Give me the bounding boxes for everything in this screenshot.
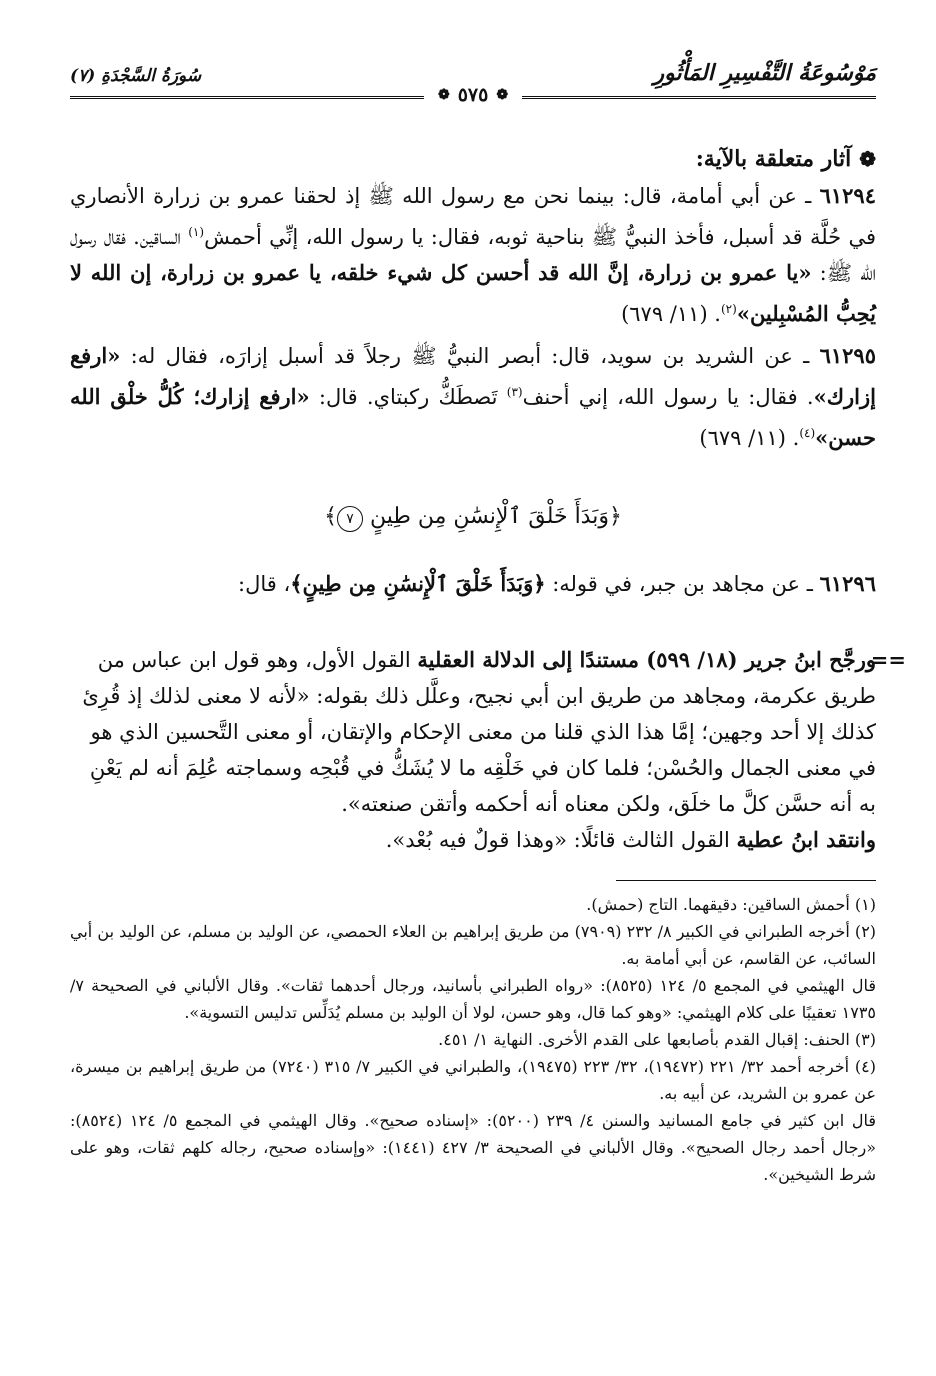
book-title: مَوْسُوعَةُ التَّفْسِيرِ المَأْثُورِ xyxy=(653,60,876,86)
ornament-icon: ❁ xyxy=(437,87,450,103)
page-number-box xyxy=(424,84,522,106)
footnotes xyxy=(70,891,876,1188)
hadith-quote: «ارفع إزارك» xyxy=(70,343,876,409)
hadith-text: ـ عن الشريد بن سويد، قال: أبصر النبيُّ ﷺ رجلاً قد أسبل إزارَه، فقال له: xyxy=(130,344,810,368)
surah-title: سُورَةُ السَّجْدَةِ (٧) xyxy=(70,66,202,86)
footnote-divider xyxy=(616,880,876,881)
section-title xyxy=(70,146,876,172)
hadith-61294 xyxy=(70,178,876,332)
verse-text: وَبَدَأَ خَلْقَ ٱلْإِنسَٰنِ مِن طِينٍ xyxy=(370,504,609,529)
volume-reference: . (١١/ ٦٧٩) xyxy=(621,302,721,326)
footnote-marker: (٤) xyxy=(799,426,816,440)
footnote: (٢) أخرجه الطبراني في الكبير ٨/ ٢٣٢ (٧٩٠٩) من طريق إبراهيم بن العلاء الحمصي، عن الوليد بن مسلم، عن الوليد بن أبي السائب، عن القاسم، عن أبي أمامة به. xyxy=(70,922,877,968)
hadith-61295 xyxy=(70,338,876,456)
commentary-text: القول الأول، وهو قول ابن عباس من طريق عكرمة، ومجاهد من طريق ابن أبي نجيح، وعلَّل ذلك بقوله: «لأنه لا معنى لذلك إذ قُرِئ كذلك إلا أحد وجهين؛ إمَّا هذا الذي قلنا من معنى الإحكام والإتقان، أو معنى التَّحسين الذي هو في معنى الجمال والحُسْن؛ فلما كان في خَلْقِه ما لا يُشَكُّ في قُبْحِه وسماجته عُلِمَ أنه لم يَعْنِ به أنه حسَّن كلَّ ما خلَق، ولكن معناه أنه أحكمه وأتقن صنعته». xyxy=(82,648,876,816)
footnote: قال الهيثمي في المجمع ٥/ ١٢٤ (٨٥٢٥): «رواه الطبراني بأسانيد، ورجال أحدهما ثقات». وقال الألباني في الصحيحة ٧/ ١٧٣٥ تعقيبًا على كلام الهيثمي: «وهو كما قال، وهو حسن، لولا أن الوليد بن مسلم يُدَلِّس تدليس التسوية». xyxy=(70,976,877,1022)
hadith-text: ـ عن أبي أمامة، قال: بينما نحن مع رسول الله ﷺ إذ لحقنا عمرو بن زرارة الأنصاري في حُلَّة قد أسبل، فأخذ النبيُّ ﷺ بناحية ثوبه، فقال: يا رسول الله، إنِّي أحمش xyxy=(70,184,876,249)
commentary-bold: وانتقد ابنُ عطية xyxy=(736,827,876,852)
hadith-quote: «يا عمرو بن زرارة، إنَّ الله قد أحسن كل شيء خلقه، يا عمرو بن زرارة، إن الله لا يُحِبُّ المُسْبِلين» xyxy=(70,260,876,326)
hadith-number: ٦١٢٩٥ xyxy=(819,343,876,368)
footnote: (١) أحمش الساقين: دقيقهما. التاج (حمش). xyxy=(586,895,876,914)
flower-icon: ❁ xyxy=(859,147,876,171)
hadith-text: . فقال: يا رسول الله، إني أحنف xyxy=(522,385,814,409)
commentary-text: القول الثالث قائلًا: «وهذا قولٌ فيه بُعْد». xyxy=(385,828,730,852)
verse-number-icon: ٧ xyxy=(337,506,363,532)
ornament-icon: ❁ xyxy=(496,87,509,103)
footnote: قال ابن كثير في جامع المسانيد والسنن ٤/ ٢٣٩ (٥٢٠٠): «إسناده صحيح». وقال الهيثمي في المجمع ٥/ ١٢٤ (٨٥٢٤): «رجال أحمد رجال الصحيح». وقال الألباني في الصحيحة ٣/ ٤٢٧ (١٤٤١): «وإسناده صحيح، رجاله كلهم ثقات، وهو على شرط الشيخين». xyxy=(70,1111,877,1184)
page-header xyxy=(70,60,876,108)
quoted-verse: ﴿وَبَدَأَ خَلْقَ ٱلْإِنسَٰنِ مِن طِينٍ﴾ xyxy=(290,571,546,596)
commentary-bold: ورجَّح ابنُ جرير (١٨/ ٥٩٩) مستندًا إلى الدلالة العقلية xyxy=(417,647,876,672)
footnote-marker: (٢) xyxy=(720,302,737,316)
page-number: ٥٧٥ xyxy=(457,84,489,106)
hadith-number: ٦١٢٩٦ xyxy=(819,571,876,596)
continuation-marker: == xyxy=(870,647,906,672)
page xyxy=(70,60,906,1188)
hadith-text: ـ عن مجاهد بن جبر، في قوله: xyxy=(552,572,813,596)
footnote: (٤) أخرجه أحمد ٣٢/ ٢٢١ (١٩٤٧٢)، ٣٢/ ٢٢٣ (١٩٤٧٥)، والطبراني في الكبير ٧/ ٣١٥ (٧٢٤٠) من طريق إبراهيم بن ميسرة، عن عمرو بن الشريد، عن أبيه به. xyxy=(70,1057,877,1103)
commentary-continuation xyxy=(70,642,906,858)
verse-bracket: ﴿ xyxy=(608,504,622,529)
section-title-text: آثار متعلقة بالآية: xyxy=(695,146,852,172)
hadith-text: الساقين. فقال رسول الله ﷺ: xyxy=(70,225,876,285)
hadith-61296 xyxy=(70,566,876,602)
footnote: (٣) الحنف: إقبال القدم بأصابعها على القدم الأخرى. النهاية ١/ ٤٥١. xyxy=(438,1030,876,1049)
hadith-number: ٦١٢٩٤ xyxy=(819,183,876,208)
quran-verse xyxy=(70,504,876,532)
volume-reference: . (١١/ ٦٧٩) xyxy=(699,426,800,450)
verse-bracket: ﴾ xyxy=(324,504,337,529)
footnote-marker: (١) xyxy=(188,225,205,239)
footnote-marker: (٣) xyxy=(506,385,523,399)
hadith-text: تَصطَكُّ ركبتاي. قال: xyxy=(318,385,498,409)
hadith-text: ، قال: xyxy=(238,572,291,596)
hadith-quote: «ارفع إزارك؛ كُلُّ خلْق الله حسن» xyxy=(70,384,876,450)
